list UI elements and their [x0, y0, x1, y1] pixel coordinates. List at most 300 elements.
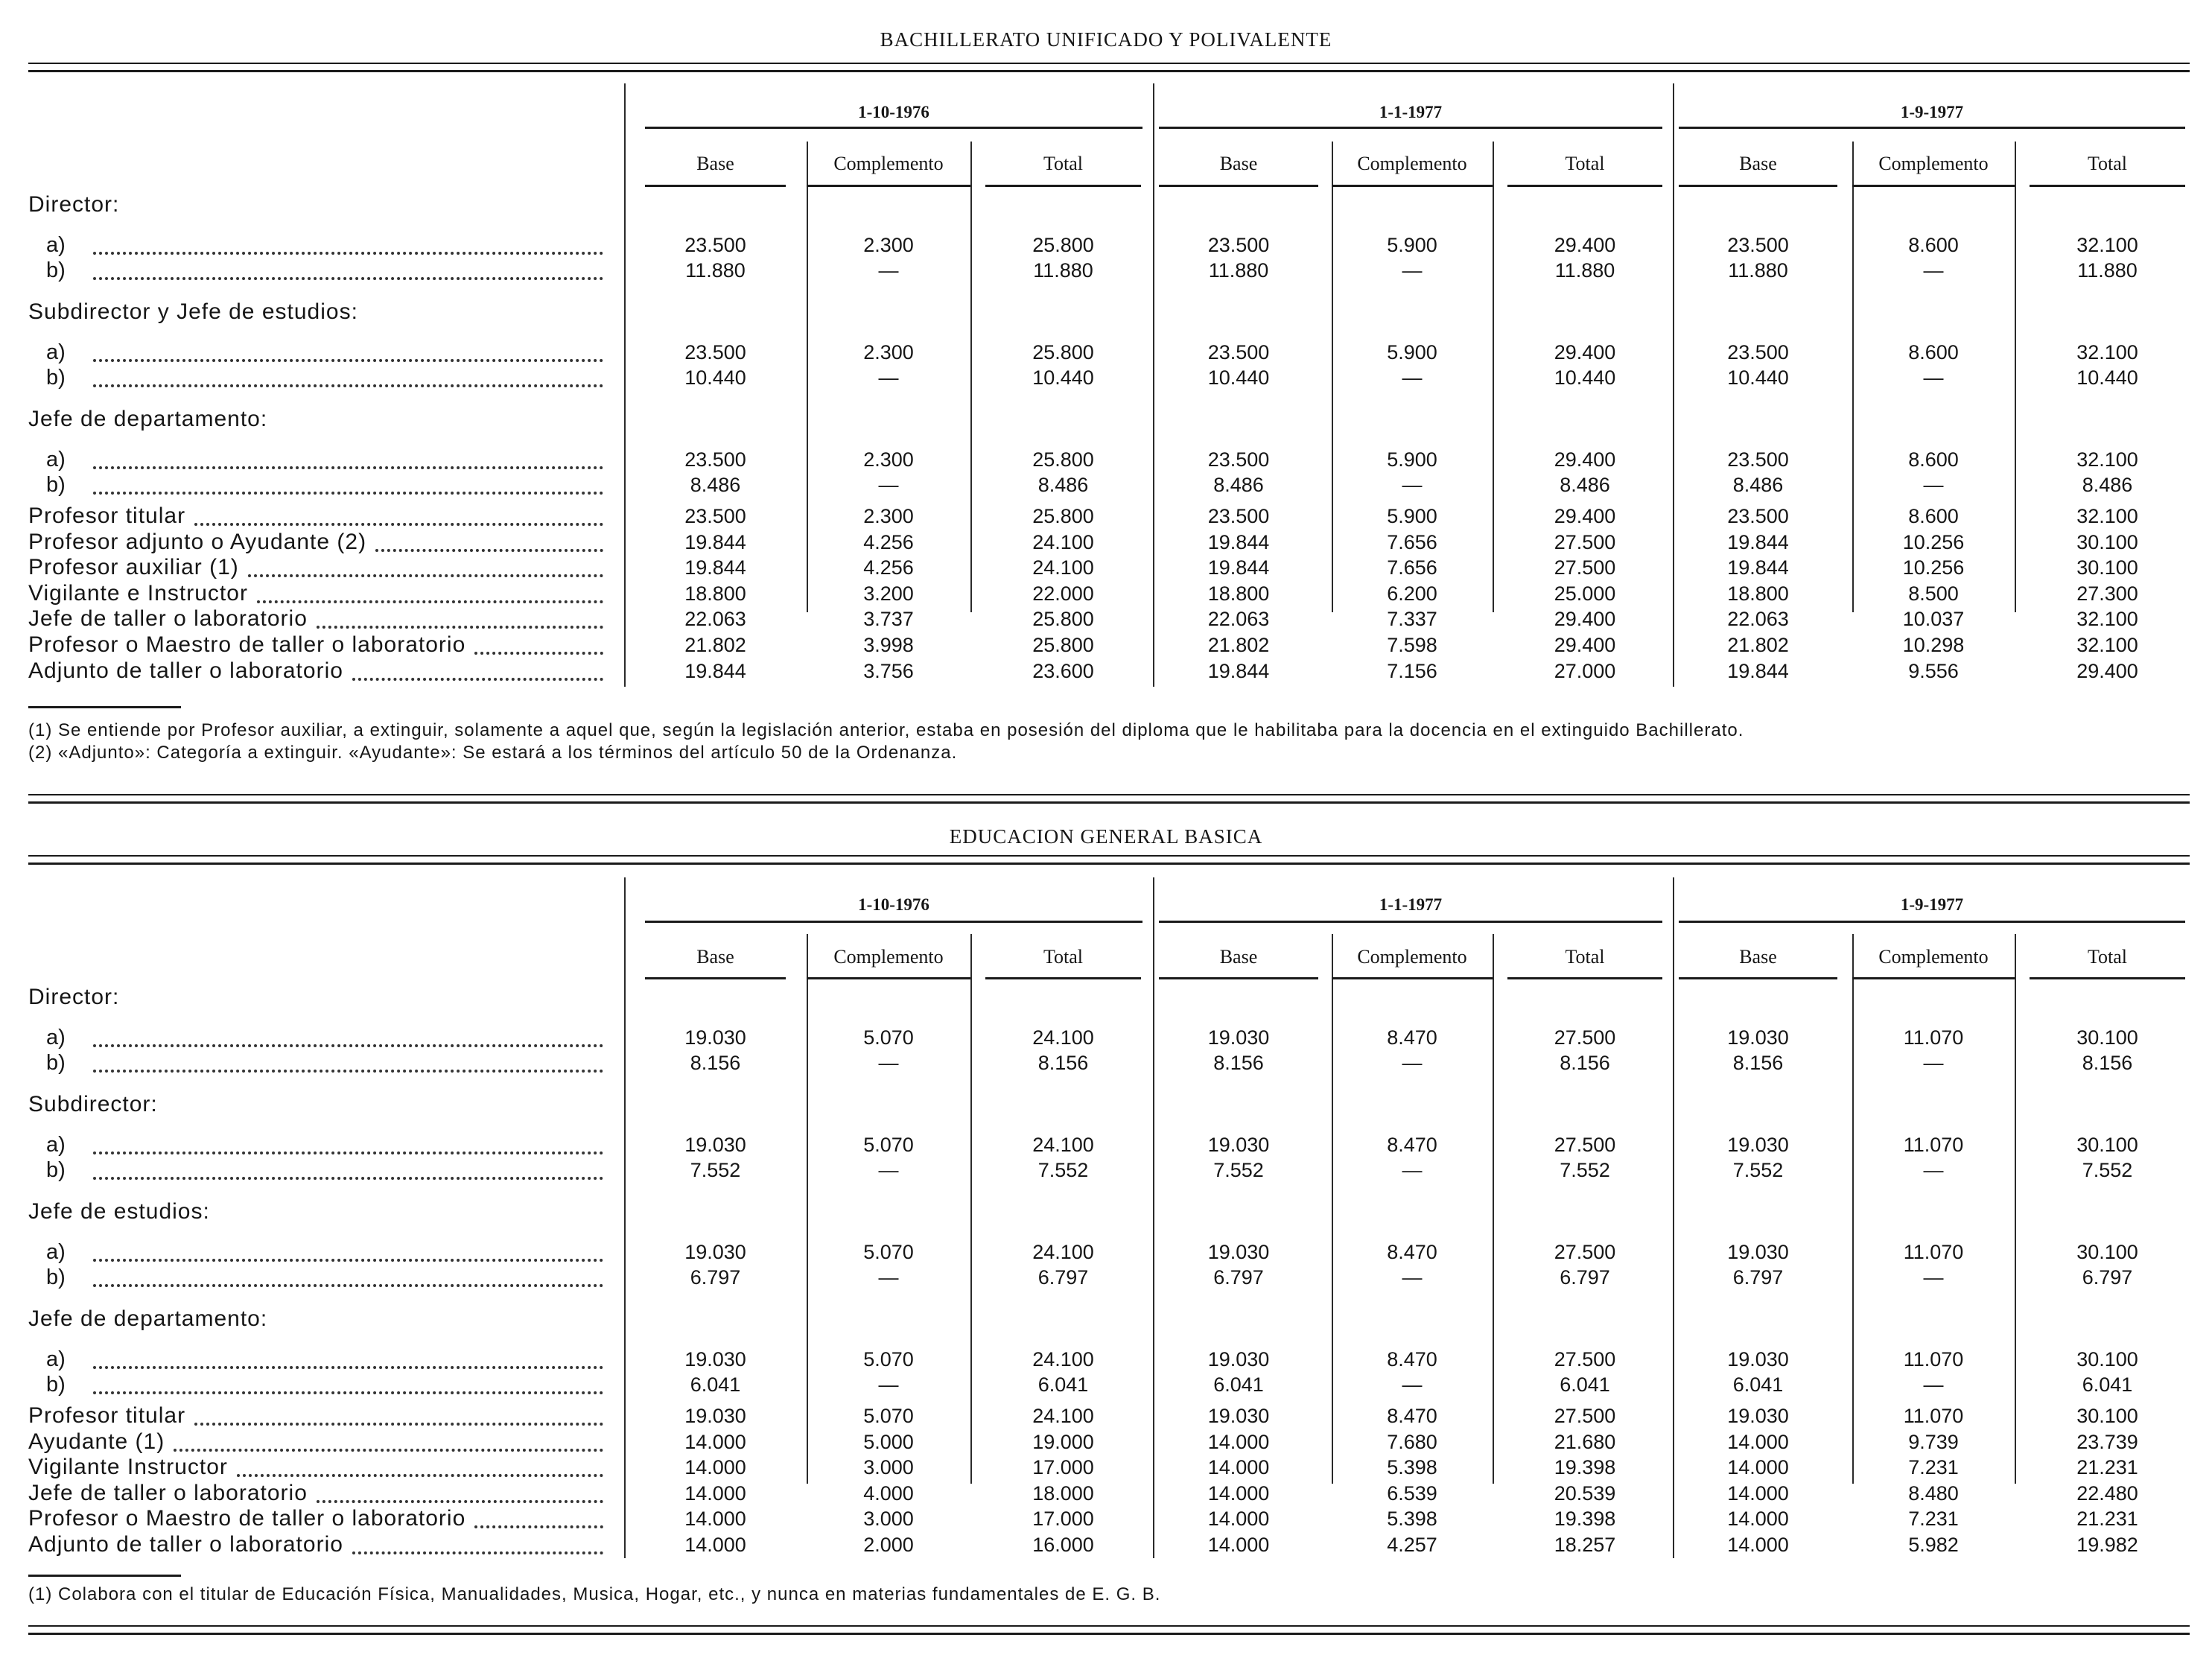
- cell-complemento: 4.256: [863, 556, 914, 579]
- column-header-base: Base: [696, 153, 734, 174]
- section-title: EDUCACION GENERAL BASICA: [949, 825, 1263, 848]
- cell-base: 23.500: [1207, 341, 1270, 363]
- cell-complemento: 9.739: [1908, 1430, 1959, 1453]
- cell-complemento: —: [1923, 1266, 1944, 1289]
- leader-dots: [194, 1423, 603, 1426]
- leader-dots: [237, 1474, 603, 1477]
- cell-total: 19.982: [2076, 1534, 2138, 1556]
- leader-dots: [93, 1284, 603, 1287]
- cell-base: 7.552: [690, 1159, 741, 1181]
- cell-complemento: 4.257: [1387, 1534, 1437, 1556]
- cell-total: 8.486: [1560, 474, 1610, 496]
- cell-complemento: 3.998: [863, 634, 914, 656]
- cell-complemento: 10.256: [1902, 556, 1965, 579]
- row-label-text: Jefe de taller o laboratorio: [28, 1480, 308, 1505]
- row-label: [28, 1429, 165, 1455]
- cell-complemento: 2.300: [863, 341, 914, 363]
- cell-complemento: 5.070: [863, 1134, 914, 1156]
- leader-dots: [93, 1044, 603, 1047]
- cell-base: 19.844: [684, 659, 746, 682]
- cell-total: 6.041: [2082, 1373, 2133, 1396]
- cell-complemento: 5.982: [1908, 1534, 1959, 1556]
- column-header-complemento: Complemento: [1878, 946, 1989, 968]
- column-header-base: Base: [696, 946, 734, 968]
- cell-complemento: —: [878, 1052, 899, 1074]
- column-divider: [1332, 934, 1333, 1484]
- row-label: a): [46, 340, 66, 364]
- cell-total: 17.000: [1032, 1456, 1094, 1479]
- cell-complemento: 8.470: [1387, 1348, 1437, 1370]
- column-underline: [1852, 977, 2015, 979]
- period-underline: [1159, 921, 1662, 923]
- cell-total: 32.100: [2076, 505, 2138, 527]
- cell-complemento: 8.470: [1387, 1241, 1437, 1263]
- cell-base: 19.030: [1727, 1241, 1789, 1263]
- cell-complemento: —: [1923, 259, 1944, 282]
- column-header-complemento: Complemento: [1357, 946, 1467, 968]
- cell-complemento: 8.600: [1908, 448, 1959, 471]
- cell-base: 23.500: [1207, 505, 1270, 527]
- cell-complemento: 7.680: [1387, 1430, 1437, 1453]
- cell-complemento: 11.070: [1903, 1348, 1964, 1370]
- cell-base: 6.041: [690, 1373, 741, 1396]
- cell-complemento: 5.900: [1387, 505, 1437, 527]
- cell-total: 27.500: [1554, 1348, 1616, 1370]
- cell-total: 24.100: [1032, 1241, 1094, 1263]
- cell-total: 29.400: [1554, 505, 1616, 527]
- row-label: [28, 1481, 308, 1506]
- cell-base: 19.844: [684, 556, 746, 579]
- leader-dots: [93, 1070, 603, 1073]
- cell-total: 18.257: [1554, 1534, 1616, 1556]
- period-underline: [1679, 921, 2185, 923]
- cell-total: 6.797: [1037, 1266, 1089, 1289]
- cell-complemento: 5.070: [863, 1348, 914, 1370]
- cell-total: 25.800: [1032, 608, 1094, 631]
- period-header: 1-9-1977: [1900, 103, 1964, 121]
- cell-base: 19.844: [1727, 530, 1789, 553]
- cell-complemento: —: [878, 474, 899, 496]
- column-divider: [970, 934, 972, 1484]
- row-label-text: Profesor titular: [28, 1403, 186, 1428]
- cell-complemento: 3.200: [863, 582, 914, 605]
- cell-complemento: 2.000: [863, 1534, 914, 1556]
- cell-complemento: —: [1923, 474, 1944, 496]
- cell-complemento: 10.037: [1902, 608, 1965, 631]
- cell-total: 25.800: [1032, 505, 1094, 527]
- row-label: [28, 1532, 343, 1557]
- cell-base: 19.030: [1727, 1405, 1789, 1427]
- cell-complemento: —: [1923, 366, 1944, 389]
- cell-complemento: 8.470: [1387, 1026, 1437, 1049]
- leader-dots: [174, 1449, 603, 1452]
- row-label: a): [46, 1347, 66, 1371]
- cell-complemento: 3.000: [863, 1456, 914, 1479]
- cell-base: 14.000: [1727, 1534, 1789, 1556]
- cell-complemento: —: [1402, 474, 1423, 496]
- cell-complemento: 9.556: [1908, 659, 1959, 682]
- cell-base: 19.844: [1727, 659, 1789, 682]
- cell-base: 18.800: [1207, 582, 1270, 605]
- cell-total: 30.100: [2076, 1405, 2138, 1427]
- cell-base: 22.063: [684, 608, 746, 631]
- cell-base: 23.500: [684, 234, 746, 256]
- row-label: [28, 1455, 228, 1480]
- cell-base: 23.500: [1727, 341, 1789, 363]
- cell-base: 6.797: [690, 1266, 741, 1289]
- cell-complemento: 8.600: [1908, 341, 1959, 363]
- cell-total: 21.231: [2076, 1456, 2138, 1479]
- row-label-text: Profesor titular: [28, 504, 186, 528]
- row-label: [28, 1403, 185, 1429]
- cell-complemento: 8.600: [1908, 234, 1959, 256]
- cell-base: 23.500: [1207, 234, 1270, 256]
- row-label-text: Profesor o Maestro de taller o laboratorio: [28, 1506, 466, 1531]
- cell-base: 6.041: [1732, 1373, 1784, 1396]
- cell-complemento: 8.500: [1908, 582, 1959, 605]
- cell-base: 19.030: [1727, 1348, 1789, 1370]
- cell-base: 8.486: [690, 474, 741, 496]
- cell-complemento: 2.300: [863, 448, 914, 471]
- cell-complemento: 5.070: [863, 1241, 914, 1263]
- cell-complemento: 10.298: [1902, 634, 1965, 656]
- cell-complemento: —: [1402, 259, 1423, 282]
- cell-base: 22.063: [1727, 608, 1789, 631]
- row-label-text: Profesor adjunto o Ayudante (2): [28, 529, 367, 554]
- cell-total: 27.500: [1554, 1241, 1616, 1263]
- row-label: a): [46, 448, 66, 471]
- column-underline: [985, 977, 1141, 979]
- cell-complemento: 7.231: [1908, 1456, 1959, 1479]
- row-label-text: Vigilante Instructor: [28, 1455, 228, 1480]
- cell-total: 22.000: [1032, 582, 1094, 605]
- leader-dots: [93, 1366, 603, 1369]
- cell-total: 16.000: [1032, 1534, 1094, 1556]
- period-header: 1-10-1976: [858, 103, 929, 121]
- row-label-text: Vigilante e Instructor: [28, 580, 248, 606]
- cell-total: 29.400: [1554, 341, 1616, 363]
- row-label-text: Jefe de taller o laboratorio: [28, 606, 308, 632]
- cell-total: 7.552: [2082, 1159, 2133, 1181]
- cell-complemento: 11.070: [1903, 1405, 1964, 1427]
- cell-total: 20.539: [1554, 1481, 1616, 1505]
- row-label-text: Profesor auxiliar (1): [28, 555, 239, 580]
- cell-total: 25.000: [1554, 582, 1616, 605]
- cell-complemento: 11.070: [1903, 1241, 1964, 1263]
- leader-dots: [93, 1391, 603, 1394]
- cell-base: 21.802: [1207, 634, 1270, 656]
- cell-total: 11.880: [2077, 259, 2138, 282]
- cell-total: 10.440: [1032, 366, 1094, 389]
- cell-base: 14.000: [1727, 1508, 1789, 1531]
- cell-total: 32.100: [2076, 234, 2138, 256]
- cell-base: 19.030: [1207, 1026, 1270, 1049]
- cell-base: 6.797: [1213, 1266, 1264, 1289]
- cell-total: 29.400: [1554, 608, 1616, 631]
- cell-base: 21.802: [684, 634, 746, 656]
- cell-base: 10.440: [1727, 366, 1789, 389]
- cell-total: 23.739: [2076, 1430, 2138, 1453]
- cell-total: 32.100: [2076, 608, 2138, 631]
- column-underline: [1507, 977, 1662, 979]
- cell-base: 23.500: [1207, 448, 1270, 471]
- row-label: a): [46, 233, 66, 257]
- cell-total: 7.552: [1560, 1159, 1610, 1181]
- cell-base: 18.800: [1727, 582, 1789, 605]
- row-label: b): [46, 473, 66, 497]
- cell-total: 27.000: [1554, 659, 1616, 682]
- cell-base: 7.552: [1213, 1159, 1264, 1181]
- cell-base: 14.000: [684, 1430, 746, 1453]
- cell-total: 29.400: [2076, 659, 2138, 682]
- footnote: (1) Colabora con el titular de Educación Física, Manualidades, Musica, Hogar, etc., y nunca en materias fundamentales de E. G. B.: [28, 1584, 1161, 1604]
- cell-total: 32.100: [2076, 448, 2138, 471]
- column-header-complemento: Complemento: [1357, 153, 1467, 174]
- cell-total: 8.156: [1560, 1052, 1610, 1074]
- column-underline: [1679, 977, 1837, 979]
- cell-total: 24.100: [1032, 530, 1094, 553]
- cell-total: 11.880: [1033, 259, 1093, 282]
- period-divider: [1153, 877, 1154, 1558]
- cell-total: 10.440: [1554, 366, 1616, 389]
- cell-complemento: 4.256: [863, 530, 914, 553]
- cell-complemento: 5.900: [1387, 234, 1437, 256]
- cell-complemento: 2.300: [863, 234, 914, 256]
- cell-base: 23.500: [684, 505, 746, 527]
- cell-complemento: 8.480: [1908, 1481, 1959, 1505]
- period-divider: [1673, 877, 1674, 1558]
- cell-base: 14.000: [1727, 1456, 1789, 1479]
- cell-complemento: 6.539: [1387, 1481, 1437, 1505]
- cell-complemento: —: [1402, 1373, 1423, 1396]
- column-header-complemento: Complemento: [1878, 153, 1989, 174]
- cell-complemento: —: [878, 366, 899, 389]
- cell-base: 8.156: [1213, 1052, 1264, 1074]
- cell-complemento: 6.200: [1387, 582, 1437, 605]
- cell-total: 24.100: [1032, 556, 1094, 579]
- header-rule: [28, 863, 2190, 865]
- group-label: Subdirector:: [28, 1092, 158, 1116]
- column-header-complemento: Complemento: [833, 153, 944, 174]
- period-header: 1-1-1977: [1379, 103, 1443, 121]
- column-header-base: Base: [1219, 946, 1258, 968]
- cell-complemento: 8.470: [1387, 1134, 1437, 1156]
- cell-base: 18.800: [684, 582, 746, 605]
- cell-total: 6.797: [2082, 1266, 2133, 1289]
- cell-base: 19.030: [1207, 1134, 1270, 1156]
- footnote: (2) «Adjunto»: Categoría a extinguir. «Ayudante»: Se estará a los términos del artículo 50 de la Ordenanza.: [28, 743, 958, 763]
- cell-total: 17.000: [1032, 1508, 1094, 1531]
- group-label: Jefe de departamento:: [28, 1306, 268, 1331]
- cell-complemento: —: [1923, 1159, 1944, 1181]
- cell-complemento: 2.300: [863, 505, 914, 527]
- row-label: a): [46, 1026, 66, 1049]
- cell-complemento: 4.000: [863, 1481, 914, 1505]
- cell-base: 14.000: [1207, 1508, 1270, 1531]
- cell-base: 11.880: [1208, 259, 1269, 282]
- leader-dots: [352, 1551, 603, 1554]
- cell-total: 10.440: [2076, 366, 2138, 389]
- cell-base: 19.844: [1207, 530, 1270, 553]
- footnote-rule: [28, 1575, 181, 1577]
- cell-total: 8.156: [1037, 1052, 1089, 1074]
- cell-complemento: 7.156: [1387, 659, 1437, 682]
- row-label: b): [46, 366, 66, 390]
- cell-base: 19.030: [1207, 1348, 1270, 1370]
- cell-complemento: —: [1402, 1266, 1423, 1289]
- cell-total: 25.800: [1032, 634, 1094, 656]
- cell-base: 11.880: [1728, 259, 1788, 282]
- row-label: b): [46, 1051, 66, 1075]
- group-label: Jefe de departamento:: [28, 407, 268, 431]
- cell-base: 8.486: [1732, 474, 1784, 496]
- cell-base: 21.802: [1727, 634, 1789, 656]
- cell-base: 19.030: [1207, 1405, 1270, 1427]
- period-header: 1-1-1977: [1379, 895, 1443, 914]
- row-label: b): [46, 1373, 66, 1397]
- column-header-base: Base: [1739, 153, 1777, 174]
- leader-dots: [474, 1525, 603, 1528]
- row-label-text: Adjunto de taller o laboratorio: [28, 658, 343, 683]
- cell-total: 6.797: [1560, 1266, 1610, 1289]
- cell-total: 6.041: [1037, 1373, 1089, 1396]
- cell-base: 14.000: [684, 1508, 746, 1531]
- cell-complemento: —: [1402, 366, 1423, 389]
- column-header-total: Total: [1043, 153, 1084, 174]
- column-divider: [1493, 934, 1494, 1484]
- cell-base: 14.000: [684, 1481, 746, 1505]
- cell-complemento: 7.337: [1387, 608, 1437, 631]
- column-header-base: Base: [1739, 946, 1777, 968]
- cell-complemento: 10.256: [1902, 530, 1965, 553]
- row-label: a): [46, 1240, 66, 1264]
- cell-base: 19.844: [684, 530, 746, 553]
- cell-base: 23.500: [1727, 505, 1789, 527]
- cell-total: 8.486: [2082, 474, 2133, 496]
- cell-total: 32.100: [2076, 341, 2138, 363]
- cell-complemento: —: [1923, 1373, 1944, 1396]
- cell-base: 23.500: [684, 341, 746, 363]
- cell-total: 11.880: [1554, 259, 1615, 282]
- column-divider: [2015, 934, 2016, 1484]
- cell-total: 19.398: [1554, 1456, 1616, 1479]
- cell-base: 23.500: [1727, 448, 1789, 471]
- group-label: Jefe de estudios:: [28, 1199, 210, 1224]
- cell-base: 8.156: [690, 1052, 741, 1074]
- cell-base: 14.000: [684, 1534, 746, 1556]
- cell-base: 19.030: [1207, 1241, 1270, 1263]
- column-header-base: Base: [1219, 153, 1258, 174]
- cell-total: 29.400: [1554, 448, 1616, 471]
- cell-base: 14.000: [1727, 1430, 1789, 1453]
- cell-total: 25.800: [1032, 234, 1094, 256]
- cell-complemento: 7.656: [1387, 556, 1437, 579]
- column-header-total: Total: [2087, 946, 2128, 968]
- section-bottom-rule: [28, 1625, 2190, 1627]
- cell-complemento: 8.470: [1387, 1405, 1437, 1427]
- cell-total: 30.100: [2076, 1241, 2138, 1263]
- leader-dots: [93, 1151, 603, 1154]
- group-label: Director:: [28, 192, 120, 217]
- cell-base: 19.030: [684, 1348, 746, 1370]
- cell-total: 27.300: [2076, 582, 2138, 605]
- cell-complemento: 3.737: [863, 608, 914, 631]
- cell-base: 19.844: [1207, 556, 1270, 579]
- cell-base: 19.030: [684, 1134, 746, 1156]
- period-divider: [624, 877, 626, 1558]
- cell-total: 8.156: [2082, 1052, 2133, 1074]
- cell-total: 21.231: [2076, 1508, 2138, 1531]
- cell-base: 7.552: [1732, 1159, 1784, 1181]
- cell-total: 27.500: [1554, 530, 1616, 553]
- header-rule: [28, 855, 2190, 857]
- cell-total: 7.552: [1037, 1159, 1089, 1181]
- row-label: [28, 1506, 465, 1531]
- cell-complemento: —: [1402, 1159, 1423, 1181]
- cell-complemento: 5.000: [863, 1430, 914, 1453]
- cell-total: 24.100: [1032, 1405, 1094, 1427]
- column-underline: [645, 977, 786, 979]
- row-label: b): [46, 258, 66, 282]
- cell-total: 29.400: [1554, 634, 1616, 656]
- group-label: Director:: [28, 985, 120, 1009]
- cell-base: 10.440: [684, 366, 746, 389]
- cell-complemento: 11.070: [1903, 1134, 1964, 1156]
- cell-base: 19.030: [684, 1405, 746, 1427]
- period-underline: [645, 921, 1142, 923]
- cell-total: 25.800: [1032, 341, 1094, 363]
- cell-base: 14.000: [1207, 1456, 1270, 1479]
- leader-dots: [93, 1259, 603, 1262]
- column-header-complemento: Complemento: [833, 946, 944, 968]
- group-label: Subdirector y Jefe de estudios:: [28, 299, 358, 324]
- cell-total: 22.480: [2076, 1481, 2138, 1505]
- cell-total: 27.500: [1554, 1026, 1616, 1049]
- cell-base: 14.000: [1727, 1481, 1789, 1505]
- cell-complemento: 8.600: [1908, 505, 1959, 527]
- cell-total: 18.000: [1032, 1481, 1094, 1505]
- cell-complemento: 7.656: [1387, 530, 1437, 553]
- column-underline: [807, 977, 970, 979]
- column-underline: [1159, 977, 1318, 979]
- footnote: (1) Se entiende por Profesor auxiliar, a extinguir, solamente a aquel que, según la legislación anterior, estaba en posesión del diploma que le habilitaba para la docencia en el extinguido Bachillerato.: [28, 720, 1744, 740]
- cell-total: 30.100: [2076, 1348, 2138, 1370]
- row-label: b): [46, 1158, 66, 1182]
- cell-base: 6.041: [1213, 1373, 1264, 1396]
- cell-total: 24.100: [1032, 1026, 1094, 1049]
- cell-total: 30.100: [2076, 1134, 2138, 1156]
- cell-complemento: 3.000: [863, 1508, 914, 1531]
- cell-base: 19.844: [1727, 556, 1789, 579]
- row-label-text: Profesor o Maestro de taller o laboratorio: [28, 632, 466, 657]
- cell-complemento: 5.070: [863, 1405, 914, 1427]
- cell-base: 11.880: [685, 259, 746, 282]
- cell-total: 6.041: [1560, 1373, 1610, 1396]
- cell-complemento: 3.756: [863, 659, 914, 682]
- cell-complemento: —: [878, 1159, 899, 1181]
- cell-complemento: 5.900: [1387, 341, 1437, 363]
- cell-total: 30.100: [2076, 1026, 2138, 1049]
- cell-total: 21.680: [1554, 1430, 1616, 1453]
- cell-base: 22.063: [1207, 608, 1270, 631]
- cell-complemento: 7.598: [1387, 634, 1437, 656]
- column-header-total: Total: [1565, 153, 1605, 174]
- section-bottom-rule: [28, 1633, 2190, 1635]
- cell-complemento: 7.231: [1908, 1508, 1959, 1531]
- cell-complemento: 5.398: [1387, 1456, 1437, 1479]
- cell-base: 10.440: [1207, 366, 1270, 389]
- column-header-total: Total: [2087, 153, 2128, 174]
